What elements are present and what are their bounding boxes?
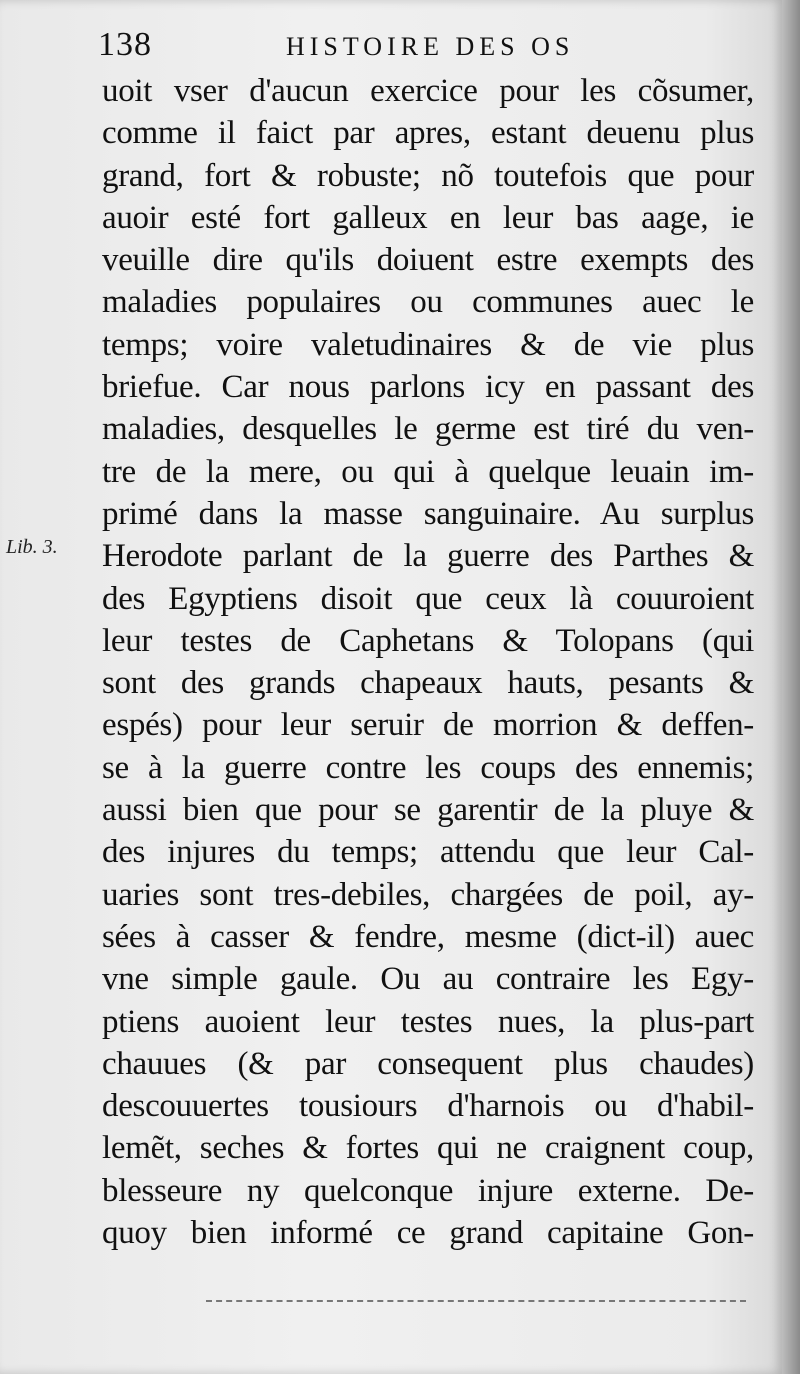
text-line: quoy bien informé ce grand capitaine Gon- [102, 1215, 754, 1252]
text-line: blesseure ny quelconque injure externe. De- [102, 1172, 754, 1209]
text-line: sées à casser & fendre, mesme (dict-il) auec [102, 918, 754, 955]
text-line: ptiens auoient leur testes nues, la plus-part [102, 1003, 754, 1040]
text-line: descouuertes tousiours d'harnois ou d'habil- [102, 1088, 754, 1125]
text-line: maladies, desquelles le germe est tiré du ven- [102, 411, 754, 448]
text-line: aussi bien que pour se garentir de la pluye & [102, 792, 754, 829]
margin-note: Lib. 3. [6, 536, 58, 558]
running-head: HISTOIRE DES OS [286, 32, 575, 61]
text-line: leur testes de Caphetans & Tolopans (qui [102, 622, 754, 659]
text-line: uoit vser d'aucun exercice pour les cõsumer, [102, 73, 754, 109]
text-line: lemẽt, seches & fortes qui ne craignent coup, [102, 1130, 754, 1167]
text-line: veuille dire qu'ils doiuent estre exempts des [102, 242, 754, 279]
text-line: uaries sont tres-debiles, chargées de poil, ay- [102, 876, 754, 913]
text-line: comme il faict par apres, estant deuenu plus [102, 115, 754, 152]
text-line: maladies populaires ou communes auec le [102, 284, 754, 321]
text-line: sont des grands chapeaux hauts, pesants & [102, 665, 754, 702]
body-text [102, 70, 754, 1254]
text-line: grand, fort & robuste; nõ toutefois que pour [102, 157, 754, 194]
page-header [98, 26, 758, 66]
text-line: chauues (& par consequent plus chaudes) [102, 1045, 754, 1082]
page-edge-shadow [782, 0, 800, 1374]
text-line: auoir esté fort galleux en leur bas aage, ie [102, 199, 754, 236]
text-line: tre de la mere, ou qui à quelque leuain im- [102, 453, 754, 490]
page-number: 138 [98, 26, 152, 63]
text-line: Herodote parlant de la guerre des Parthes & [102, 538, 754, 575]
text-line: briefue. Car nous parlons icy en passant des [102, 369, 754, 406]
text-line: des injures du temps; attendu que leur Cal- [102, 834, 754, 871]
text-line: primé dans la masse sanguinaire. Au surplus [102, 495, 754, 532]
footer-rule [206, 1300, 746, 1302]
text-line: temps; voire valetudinaires & de vie plus [102, 326, 754, 363]
text-line: se à la guerre contre les coups des ennemis; [102, 749, 754, 786]
text-line: espés) pour leur seruir de morrion & deffen- [102, 707, 754, 744]
text-line: des Egyptiens disoit que ceux là couuroient [102, 580, 754, 617]
text-line: vne simple gaule. Ou au contraire les Egy- [102, 961, 754, 998]
